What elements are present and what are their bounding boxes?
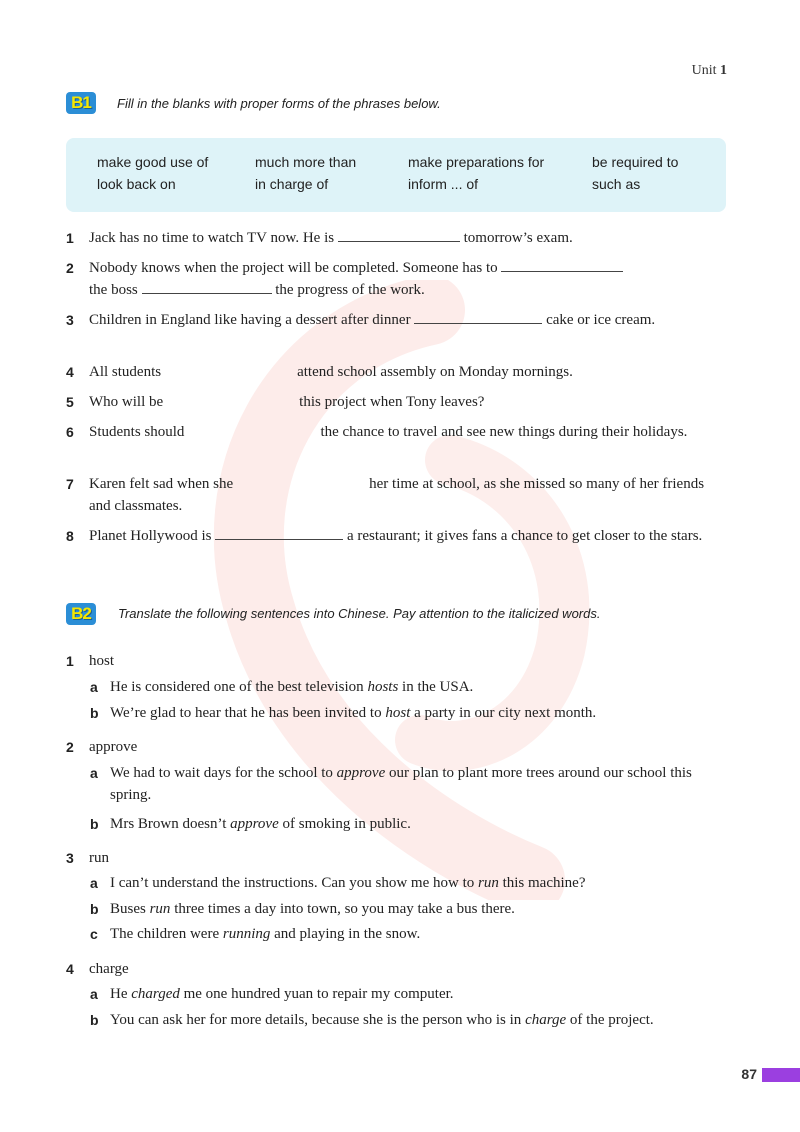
unit-label: Unit 1 <box>691 63 727 78</box>
b2-badge: B2 <box>66 603 96 625</box>
b2-group-word: 3 run <box>66 850 109 866</box>
phrase: much more than <box>255 154 357 170</box>
b1-item: 4 All students attend school assembly on Monday mornings. <box>66 364 573 380</box>
page-number: 87 <box>741 1066 757 1082</box>
phrase: make preparations for <box>408 154 545 170</box>
b1-item: 6 Students should the chance to travel and see new things during their holidays. <box>66 424 688 440</box>
b2-sentence: c The children were running and playing in the snow. <box>90 926 421 942</box>
page-number-bar <box>762 1068 800 1082</box>
answer-blank[interactable] <box>501 257 623 272</box>
b2-instruction: Translate the following sentences into Chinese. Pay attention to the italicized words. <box>118 606 601 621</box>
b2-group-word: 2 approve <box>66 739 138 755</box>
b2-sentence: b Mrs Brown doesn’t approve of smoking in public. <box>90 816 411 832</box>
b2-sentence: a We had to wait days for the school to approve our plan to plant more trees around our school this spring. <box>90 765 692 803</box>
b1-item: 3 Children in England like having a dessert after dinner cake or ice cream. <box>66 309 726 331</box>
b1-item: 5 Who will be this project when Tony leaves? <box>66 394 485 410</box>
b1-item: 7 Karen felt sad when she her time at school, as she missed so many of her friends and classmates. <box>66 476 705 514</box>
b2-sentence: b We’re glad to hear that he has been invited to host a party in our city next month. <box>90 705 597 721</box>
phrase: in charge of <box>255 176 329 192</box>
b2-sentence: b You can ask her for more details, because she is the person who is in charge of the project. <box>90 1012 654 1028</box>
phrase: inform ... of <box>408 176 479 192</box>
phrase: make good use of <box>97 154 209 170</box>
b2-group-word: 1 host <box>66 653 115 669</box>
b2-sentence: a He charged me one hundred yuan to repair my computer. <box>90 986 454 1002</box>
answer-blank[interactable] <box>215 525 343 540</box>
phrase: such as <box>592 176 641 192</box>
b1-item: 1 Jack has no time to watch TV now. He is tomorrow’s exam. <box>66 227 726 249</box>
answer-blank[interactable] <box>142 279 272 294</box>
answer-blank[interactable] <box>338 227 460 242</box>
b1-instruction: Fill in the blanks with proper forms of the phrases below. <box>117 96 441 111</box>
b2-group-word: 4 charge <box>66 961 129 977</box>
phrase: look back on <box>97 176 176 192</box>
b1-badge: B1 <box>66 92 96 114</box>
phrase-box <box>66 138 726 212</box>
b2-sentence: b Buses run three times a day into town, so you may take a bus there. <box>90 901 515 917</box>
b2-sentence: a He is considered one of the best television hosts in the USA. <box>90 679 474 695</box>
answer-blank[interactable] <box>414 309 542 324</box>
b2-sentence: a I can’t understand the instructions. Can you show me how to run this machine? <box>90 875 586 891</box>
b1-item: 8 Planet Hollywood is a restaurant; it gives fans a chance to get closer to the stars. <box>66 525 726 547</box>
b1-item: 2 Nobody knows when the project will be completed. Someone has to the boss the progress of the work. <box>66 257 726 301</box>
phrase: be required to <box>592 154 679 170</box>
